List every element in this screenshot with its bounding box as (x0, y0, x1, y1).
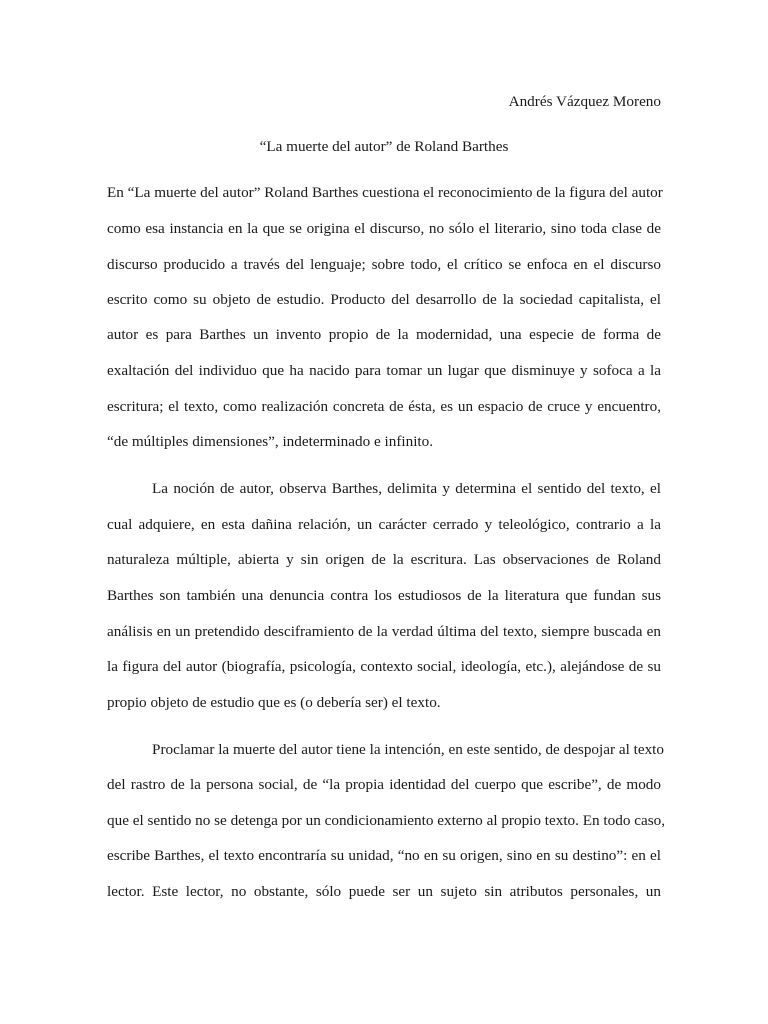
text-line: autor es para Barthes un invento propio de la modernidad, una especie de forma de (107, 326, 661, 343)
text-line: del rastro de la persona social, de “la propia identidad del cuerpo que escribe”, de modo (107, 776, 661, 793)
text-line: análisis en un pretendido desciframiento de la verdad última del texto, siempre buscada en (107, 623, 661, 640)
text-line: naturaleza múltiple, abierta y sin origen de la escritura. Las observaciones de Roland (107, 551, 661, 568)
text-line: lector. Este lector, no obstante, sólo puede ser un sujeto sin atributos personales, un (107, 883, 661, 900)
text-line: la figura del autor (biografía, psicología, contexto social, ideología, etc.), alejándose de su (107, 658, 661, 675)
text-line: escribe Barthes, el texto encontraría su unidad, “no en su origen, sino en su destino”: en el (107, 847, 661, 864)
text-line: discurso producido a través del lenguaje; sobre todo, el crítico se enfoca en el discurso (107, 256, 661, 273)
document-title: “La muerte del autor” de Roland Barthes (259, 138, 509, 155)
text-line: propio objeto de estudio que es (o debería ser) el texto. (107, 694, 441, 711)
text-line: que el sentido no se detenga por un condicionamiento externo al propio texto. En todo caso, (107, 812, 665, 829)
text-line: como esa instancia en la que se origina el discurso, no sólo el literario, sino toda clase de (107, 220, 661, 237)
text-line: exaltación del individuo que ha nacido para tomar un lugar que disminuye y sofoca a la (107, 362, 661, 379)
author-name: Andrés Vázquez Moreno (508, 93, 661, 110)
text-line: La noción de autor, observa Barthes, delimita y determina el sentido del texto, el (152, 480, 661, 497)
text-line: escrito como su objeto de estudio. Producto del desarrollo de la sociedad capitalista, el (107, 291, 661, 308)
text-line: En “La muerte del autor” Roland Barthes cuestiona el reconocimiento de la figura del autor (107, 184, 663, 201)
text-line: Proclamar la muerte del autor tiene la intención, en este sentido, de despojar al texto (152, 741, 664, 758)
text-line: escritura; el texto, como realización concreta de ésta, es un espacio de cruce y encuentro, (107, 398, 661, 415)
text-line: “de múltiples dimensiones”, indeterminado e infinito. (107, 433, 434, 450)
text-line: Barthes son también una denuncia contra los estudiosos de la literatura que fundan sus (107, 587, 661, 604)
text-line: cual adquiere, en esta dañina relación, un carácter cerrado y teleológico, contrario a la (107, 516, 661, 533)
